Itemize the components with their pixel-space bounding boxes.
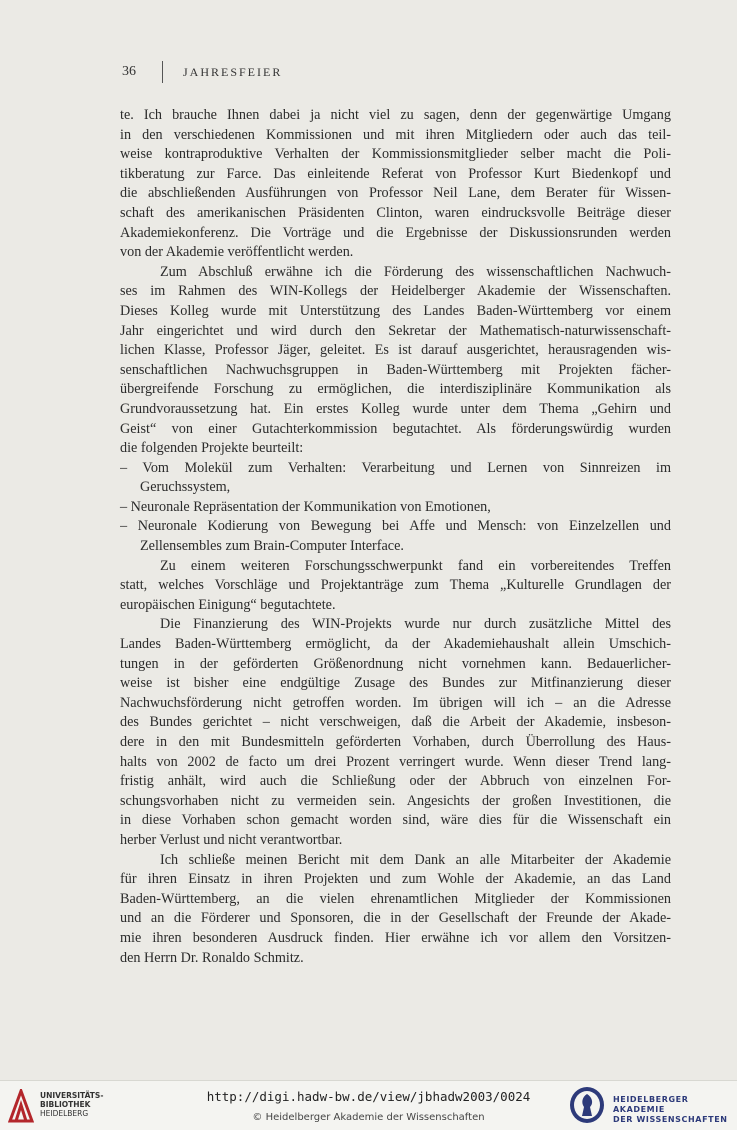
text-line: Ich schließe meinen Bericht mit dem Dank an alle Mitarbeiter der Akademie (160, 851, 671, 868)
text-line: – Neuronale Kodierung von Bewegung bei Affe und Mensch: von Einzelzellen und (120, 518, 671, 535)
text-line: die abschließenden Ausführungen von Professor Neil Lane, dem Berater für Wissen- (120, 185, 671, 202)
text-line: Jahr eingerichtet und wird durch den Sekretar der Mathematisch-naturwissenschaft- (120, 322, 671, 339)
text-line: ses im Rahmen des WIN-Kollegs der Heidelberger Akademie der Wissenschaften. (120, 283, 671, 300)
text-line: Die Finanzierung des WIN-Projekts wurde nur durch zusätzliche Mittel des (160, 616, 671, 633)
text-line: halts von 2002 de facto um drei Prozent verringert wurde. Wenn dieser Trend lang- (120, 753, 671, 770)
text-line: tikberatung zur Farce. Das einleitende Referat von Professor Kurt Biedenkopf und (120, 165, 671, 182)
text-line: Geist“ von einer Gutachterkommission begutachtet. Als förderungswürdig wurden (120, 420, 671, 437)
text-line: Zum Abschluß erwähne ich die Förderung des wissenschaftlichen Nachwuch- (160, 263, 671, 280)
body-text (120, 106, 671, 968)
academy-name: HEIDELBERGER AKADEMIE DER WISSENSCHAFTEN (613, 1095, 728, 1124)
text-line: weise kontraproduktive Verhalten der Kommissionsmitglieder selber macht die Poli- (120, 146, 671, 163)
text-line: lichen Klasse, Professor Jäger, geleitet. Es ist darauf ausgerichtet, herausragenden wis- (120, 342, 671, 359)
text-line: mie ihren besonderen Ausdruck finden. Hier erwähne ich vor allem den Vorsitzen- (120, 929, 671, 946)
header-divider (162, 61, 163, 83)
text-line: statt, welches Vorschläge und Projektanträge zum Thema „Kulturelle Grundlagen der (120, 577, 671, 594)
text-line: den Herrn Dr. Ronaldo Schmitz. (120, 949, 304, 966)
text-line: tungen in der geförderten Größenordnung nicht vornehmen kann. Bedauerlicher- (120, 655, 671, 672)
running-head (122, 62, 282, 82)
text-line: Geruchssystem, (140, 479, 231, 496)
text-line: Akademiekonferenz. Die Vorträge und die Ergebnisse der Diskussionsrunden werden (120, 224, 671, 241)
document-url-link[interactable]: http://digi.hadw-bw.de/view/jbhadw2003/0024 (206, 1089, 531, 1104)
academy-seal-icon (568, 1085, 606, 1125)
running-title: JAHRESFEIER (183, 64, 283, 79)
text-line: übergreifende Forschung zu ermöglichen, die interdisziplinäre Kommunikation als (120, 381, 671, 398)
text-line: für ihren Einsatz in ihren Projekten und zum Wohle der Akademie, an das Land (120, 871, 671, 888)
text-line: Grundvoraussetzung hat. Ein erstes Kolleg wurde unter dem Thema „Gehirn und (120, 400, 671, 417)
text-line: weise ist bisher eine endgültige Zusage des Bundes zur Mitfinanzierung dieser (120, 675, 671, 692)
text-line: Landes Baden-Württemberg ermöglicht, da der Akademiehaushalt allein Umschich- (120, 636, 671, 653)
text-line: in den verschiedenen Kommissionen und mit ihren Mitgliedern oder auch das teil- (120, 126, 671, 143)
text-line: Zellensembles zum Brain-Computer Interface. (140, 538, 404, 555)
text-line: und an die Förderer und Sponsoren, die in der Gesellschaft der Freunde der Akade- (120, 910, 671, 927)
text-line: schaft des amerikanischen Präsidenten Clinton, waren eindrucksvolle Beiträge dieser (120, 204, 671, 221)
text-line: europäischen Einigung“ begutachtete. (120, 596, 336, 613)
page-number: 36 (122, 64, 136, 79)
text-line: te. Ich brauche Ihnen dabei ja nicht viel zu sagen, denn der gegenwärtige Umgang (120, 107, 671, 123)
text-line: – Vom Molekül zum Verhalten: Verarbeitung und Lernen von Sinnreizen im (120, 459, 671, 476)
text-line: Zu einem weiteren Forschungsschwerpunkt fand ein vorbereitendes Treffen (160, 557, 671, 574)
copyright-notice: © Heidelberger Akademie der Wissenschaften (252, 1112, 485, 1123)
text-line: in diese Vorhaben schon gemacht worden sind, wäre dies für die Wissenschaft ein (120, 812, 671, 829)
text-line: Nachwuchsförderung nicht getroffen worden. Im übrigen will ich – an die Adresse (120, 694, 671, 711)
text-line: die folgenden Projekte beurteilt: (120, 440, 304, 457)
text-line: schungsvorhaben nicht zu vermeiden sein. Angesichts der großen Investitionen, die (120, 792, 671, 809)
library-name: UNIVERSITÄTS- BIBLIOTHEK HEIDELBERG (40, 1091, 104, 1118)
footer-bar (0, 1080, 737, 1130)
text-line: Dieses Kolleg wurde mit Unterstützung des Landes Baden-Württemberg vor einem (120, 302, 671, 319)
text-line: herber Verlust und nicht verantwortbar. (120, 831, 343, 848)
text-line: Baden-Württemberg, an die vielen ehrenamtlichen Mitglieder der Kommissionen (120, 890, 671, 907)
text-line: fristig anhält, wird auch die Schließung oder der Abbruch von einzelnen For- (120, 773, 671, 790)
text-line: von der Akademie veröffentlicht werden. (120, 244, 354, 261)
text-line: dere in den mit Bundesmitteln geförderten Vorhaben, durch Überrollung des Haus- (120, 734, 671, 750)
text-line: – Neuronale Repräsentation der Kommunikation von Emotionen, (120, 498, 491, 515)
text-line: senschaftlichen Nachwuchsgruppen in Baden-Württemberg mit Projekten fächer- (120, 361, 671, 378)
text-line: des Bundes gerichtet – nicht verschweigen, daß die Arbeit der Akademie, insbeson- (120, 714, 671, 731)
